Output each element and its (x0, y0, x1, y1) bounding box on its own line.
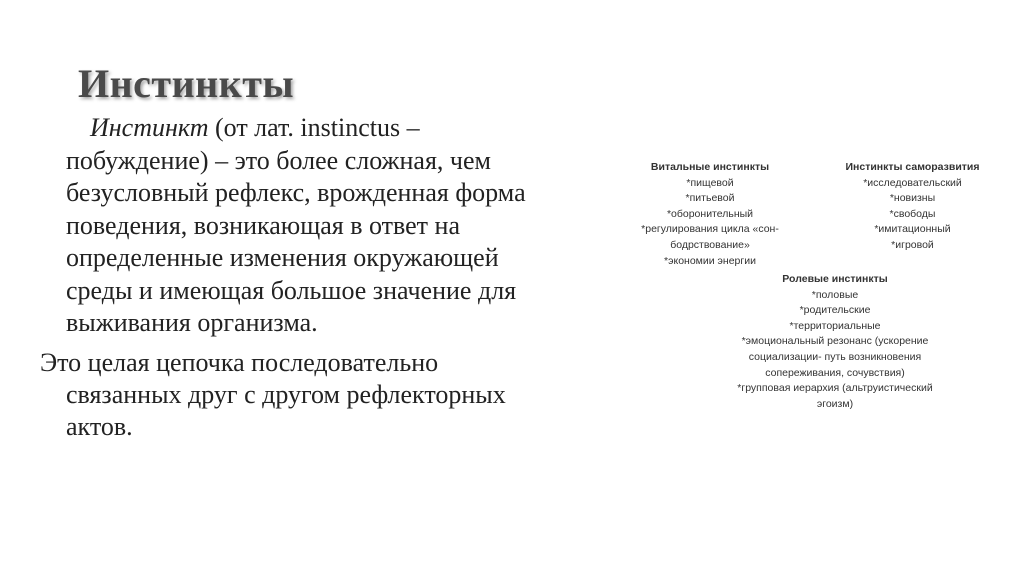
chain-line: Это целая цепочка последовательно (40, 348, 439, 377)
definition-line: безусловный рефлекс, врожденная форма (66, 178, 526, 207)
chain-paragraph (40, 347, 600, 443)
chain-line: актов. (66, 412, 133, 441)
list-item: *территориальные (789, 319, 881, 332)
list-item: *родительские (799, 304, 871, 317)
list-item: *питьевой (685, 192, 735, 205)
chain-line: связанных друг с другом рефлекторных (66, 380, 506, 409)
definition-line: побуждение) – это более сложная, чем (66, 145, 492, 175)
list-item: *экономии энергии (664, 254, 756, 267)
list-item: *новизны (889, 192, 936, 205)
list-item: сопереживания, сочувствия) (765, 366, 905, 379)
definition-line (66, 112, 606, 145)
definition-line: поведения, возникающая в ответ на (66, 210, 460, 240)
list-item: *групповая иерархия (альтруистический (737, 382, 933, 395)
definition-line: определенные изменения окружающей (66, 243, 499, 272)
definition-paragraph (66, 112, 606, 340)
definition-term: Инстинкт (90, 113, 209, 142)
list-item: *игровой (891, 238, 934, 251)
list-item: *половые (811, 288, 859, 301)
list-item: *эмоциональный резонанс (ускорение (741, 335, 929, 348)
list-item: *исследовательский (863, 176, 962, 189)
definition-line-rest: (от лат. instinctus – (208, 113, 420, 142)
list-item: *регулирования цикла «сон- (641, 223, 779, 236)
instincts-diagram (600, 150, 1010, 420)
list-item: *свободы (889, 207, 936, 220)
role-instincts-heading: Ролевые инстинкты (782, 273, 888, 285)
list-item: бодрствование» (670, 238, 750, 251)
self-development-instincts-group (825, 160, 1000, 254)
list-item: *оборонительный (666, 207, 754, 220)
role-instincts-group (695, 272, 975, 412)
self-development-heading: Инстинкты саморазвития (845, 161, 980, 173)
slide-title: Инстинкты (78, 61, 295, 106)
definition-line: выживания организма. (66, 308, 318, 337)
list-item: социализации- путь возникновения (748, 350, 922, 363)
definition-line: среды и имеющая большое значение для (66, 275, 517, 305)
vital-instincts-heading: Витальные инстинкты (650, 161, 770, 173)
list-item: *пищевой (686, 176, 734, 189)
vital-instincts-group (620, 160, 800, 269)
list-item: эгоизм) (816, 397, 854, 410)
list-item: *имитационный (874, 223, 951, 236)
